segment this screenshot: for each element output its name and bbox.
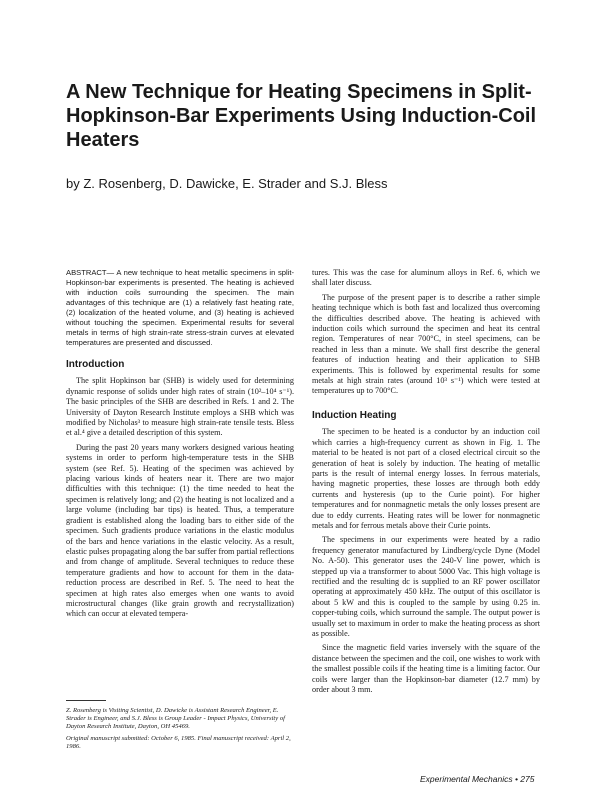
paragraph: The purpose of the present paper is to describe a rather simple heating technique which is both fast and localized thus overcoming the difficulties described above. The heating is achieved with induction coils which surround the specimen and heat its central region. Temperatures of near 700°C, in steel specimens, can be reached in less than a minute. We shall first describe the general features of induction heating and their application to SHB experiments. This is followed by experimental results for some metals at high strain rates (around 10³ s⁻¹) which were tested at temperatures up to 700°C. <box>312 292 540 396</box>
right-column <box>312 268 540 699</box>
paragraph: tures. This was the case for aluminum alloys in Ref. 6, which we shall later discuss. <box>312 268 540 288</box>
paper-title: A New Technique for Heating Specimens in Split-Hopkinson-Bar Experiments Using Induction-Coil Heaters <box>66 81 537 151</box>
author-affiliation-note: Z. Rosenberg is Visiting Scientist, D. Dawicke is Assistant Research Engineer, E. Strader is Engineer, and S.J. Bless is Group Leader - Impact Physics, University of Dayton Research Institute, Dayton, OH 45469. <box>66 707 285 731</box>
footnote-divider <box>66 700 106 701</box>
section-heading-introduction: Introduction <box>66 359 125 370</box>
paragraph: The specimen to be heated is a conductor by an induction coil which carries a high-frequency current as shown in Fig. 1. The material to be heated is not part of a closed electrical circuit so the generation of heat is solely by induction. The heating of metallic parts is the result of internal energy losses. In ferrous materials, having magnetic properties, these losses are through both eddy currents and hysteresis (up to the Curie point). For higher temperatures and for nonmagnetic metals the only losses present are due to eddy currents. Heating rates will be lower for nonmagnetic metals and for ferrous metals above their Curie points. <box>312 427 540 530</box>
footnote <box>66 700 294 754</box>
abstract: ABSTRACT— A new technique to heat metallic specimens in split-Hopkinson-bar experiments is presented. The heating is achieved with induction coils surrounding the specimen. The main advantages of this technique are (1) a relatively fast heating rate, (2) localization of the heated volume, and (3) heating is achieved without touching the specimen. Experimental results for several metals in terms of high strain-rate stress-strain curves at elevated temperatures are presented and discussed. <box>66 268 294 347</box>
paragraph: During the past 20 years many workers designed various heating systems in order to perform high-temperature tests in the SHB system (see Ref. 5). Heating of the specimen was achieved by placing various kinds of heaters near it. There are two major difficulties with this technique: (1) the time needed to heat the specimen is relatively long; and (2) the heating is not localized and a large volume (including bar tips) is heated. Thus, a temperature gradient is established along the loading bars to either side of the specimen. Such gradients produce variations in the elastic modulus of the bars and hence variations in the elastic velocity. As a result, elastic pulses propagating along the bar suffer from partial reflections and from change of amplitude. Several techniques to reduce these temperature gradients and how to account for them in the data-reduction process are described in Ref. 5. The need to heat the specimen at high rates also emerges when one wants to avoid microstructural changes (like grain growth and recrystallization) which can occur at elevated tempera- <box>66 442 294 619</box>
paragraph: Since the magnetic field varies inversely with the square of the distance between the specimen and the coil, one wishes to work with the smallest possible coils if the heating time is a limiting factor. Our coils were larger than the Hopkinson-bar diameter (12.7 mm) by order about 3 mm. <box>312 643 540 695</box>
running-footer: Experimental Mechanics • 275 <box>420 774 535 784</box>
manuscript-dates-note: Original manuscript submitted: October 6, 1985. Final manuscript received: April 2, 1986. <box>66 734 291 750</box>
paragraph: The split Hopkinson bar (SHB) is widely used for determining dynamic response of solids under high rates of strain (10²–10⁴ s⁻¹). The basic principles of the SHB are described in Refs. 1 and 2. The University of Dayton Research Institute employs a SHB which was modified by Nicholas³ to measure high strain-rate tensile tests. Bless et al.⁴ give a detailed description of this system. <box>66 376 294 438</box>
paragraph: The specimens in our experiments were heated by a radio frequency generator manufactured by Lindberg/cycle Dyne (Model No. A-50). This generator uses the 240-V line power, which is stepped up via a transformer to about 5000 Vac. This high voltage is rectified and the resulting dc is supplied to an RF power oscillator operating at approximately 450 kHz. The output of this oscillator is about 5 kW and this is coupled to the sample by using 0.25 in. copper-tubing coils, which surround the sample. The output power is usually set to maximum in order to make the heating process as short as possible. <box>312 535 540 638</box>
left-column <box>66 268 294 624</box>
author-line: by Z. Rosenberg, D. Dawicke, E. Strader and S.J. Bless <box>66 176 388 191</box>
section-heading-induction-heating: Induction Heating <box>312 409 397 421</box>
